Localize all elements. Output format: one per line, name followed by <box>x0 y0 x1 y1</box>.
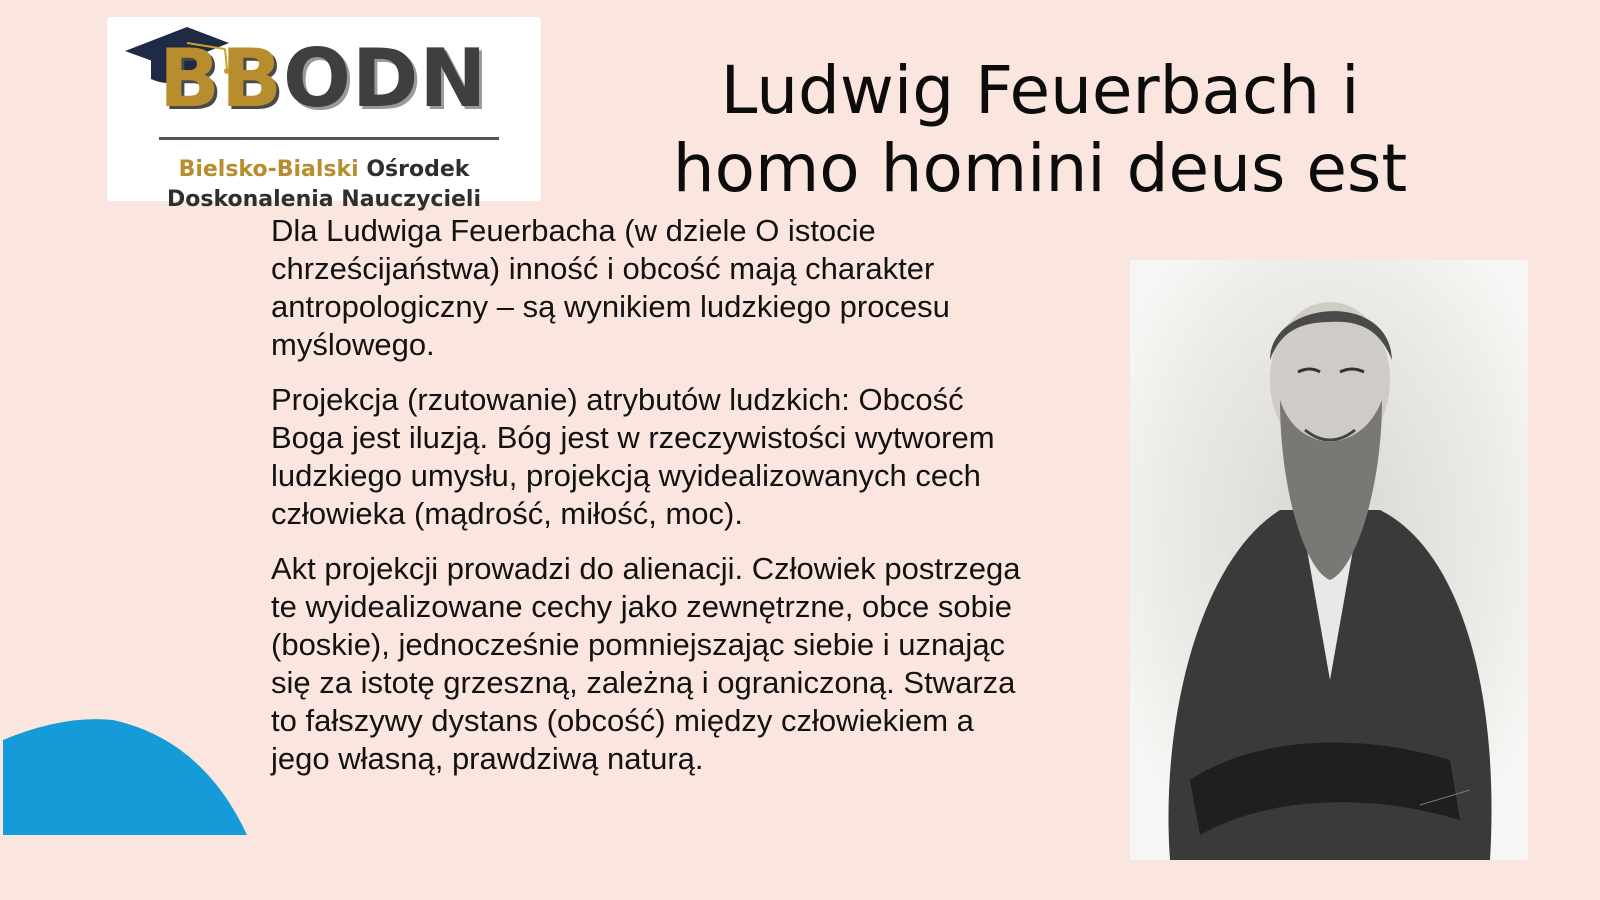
slide-title-line2: homo homini deus est <box>672 130 1408 207</box>
paragraph-3: Akt projekcji prowadzi do alienacji. Człowiek postrzega te wyidealizowane cechy jako zewnętrzne, obce sobie (boskie), jednocześnie pomniejszając siebie i uznając się za istotę grzeszną, zależną i ograniczoną. Stwarza to fałszywy dystans (obcość) między człowiekiem a jego własną, prawdziwą naturą. <box>271 551 1021 776</box>
feuerbach-portrait <box>1130 260 1528 860</box>
portrait-engraving <box>1130 260 1528 860</box>
bbodn-logo <box>107 17 541 212</box>
decorative-quarter-circle <box>3 710 247 835</box>
logo-subtitle-line2: Doskonalenia Nauczycieli <box>167 187 481 212</box>
slide-title-line1: Ludwig Feuerbach i <box>720 52 1360 129</box>
slide-body <box>271 212 1031 795</box>
paragraph-1: Dla Ludwiga Feuerbacha (w dziele O istocie chrześcijaństwa) inność i obcość mają charakter antropologiczny – są wynikiem ludzkiego procesu myślowego. <box>271 213 950 362</box>
slide-title <box>660 52 1420 208</box>
logo-divider <box>159 137 499 140</box>
logo-wordmark: BBODN <box>159 32 488 125</box>
paragraph-2: Projekcja (rzutowanie) atrybutów ludzkich: Obcość Boga jest iluzją. Bóg jest w rzeczywistości wytworem ludzkiego umysłu, projekcją wyidealizowanych cech człowieka (mądrość, miłość, moc). <box>271 382 995 531</box>
logo-subtitle-line1: Bielsko-Bialski Ośrodek <box>178 157 470 182</box>
